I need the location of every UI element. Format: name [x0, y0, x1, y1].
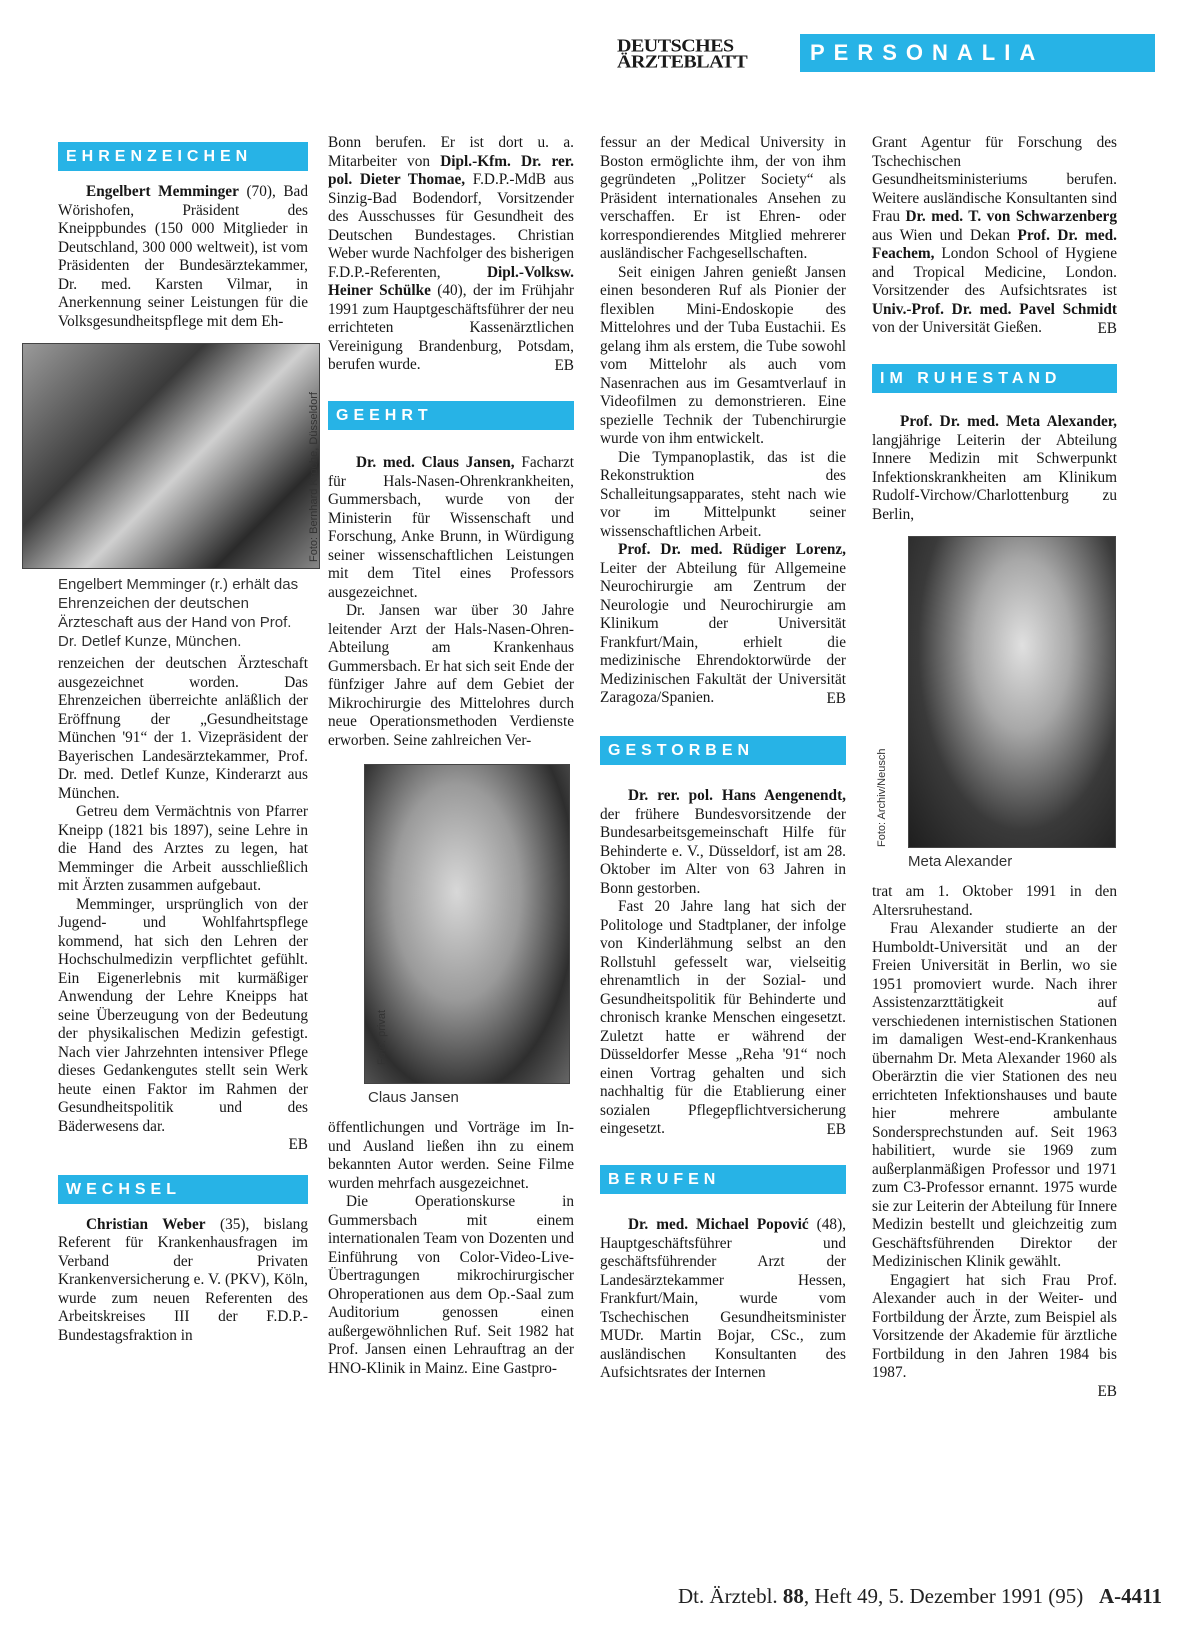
footer-issue: , Heft 49, 5. Dezember 1991 (95) [803, 1584, 1084, 1608]
column-3 [600, 134, 846, 1383]
footer-volume: 88 [782, 1584, 804, 1608]
photo-caption: Meta Alexander [908, 853, 1013, 870]
author-tag: EB [554, 356, 574, 374]
page-footer [632, 1584, 1162, 1609]
article-weber-cont: Bonn berufen. Er ist dort u. a. Mitarbeiter von Dipl.-Kfm. Dr. rer. pol. Dieter Thomae, F.D.P.-MdB aus Sinzig-Bad Bodendorf, Vorsitzender des Ausschusses für Gesundheit des Deutschen Bundestages. Christian Weber wurde Nachfolger des bisherigen F.D.P.-Referenten, Dipl.-Volksw. Heiner Schülke (40), der im Frühjahr 1991 zum Hauptgeschäftsführer der neu errichteten Kassenärztlichen Vereinigung Brandenburg, Potsdam, berufen wurde. [328, 134, 575, 373]
photo-credit: Foto: privat [376, 1009, 388, 1065]
article-memminger-intro: Engelbert Memminger (70), Bad Wörishofen, Präsident des Kneippbundes (150 000 Mitglieder in Deutschland, 300 000 weltweit), ist vom Präsidenten der Bundesärztekammer, Dr. med. Karsten Vilmar, in Anerkennung seiner Leistungen für die Volksgesundheitspflege mit dem Eh- [58, 183, 308, 330]
photo-alexander [876, 536, 1116, 848]
article-jansen-p2: Dr. Jansen war über 30 Jahre leitender Arzt der Hals-Nasen-Ohren-Abteilung am Krankenhaus Gummersbach. Er hat sich seit Ende der fünfziger Jahre auf dem Gebiet der Mikrochirurgie des Mittelohres durch neue Operationsmethoden Verdienste erworben. Seine zahlreichen Ver- [328, 602, 574, 749]
column-2 [328, 134, 574, 1378]
footer-journal: Dt. Ärztebl. [677, 1584, 778, 1608]
header-ehrenzeichen: EHRENZEICHEN [58, 142, 308, 171]
masthead-line1: DEUTSCHES [617, 36, 734, 56]
article-alexander-p4: Engagiert hat sich Frau Prof. Alexander auch in der Weiter- und Fortbildung der Ärzte, zum Beispiel als Vorsitzende der Akademie für ärztliche Fortbildung in den Jahren 1984 bis 1987. [872, 1271, 1117, 1381]
article-memminger-p4: Memminger, ursprünglich von der Jugend- und Wohlfahrtspflege kommend, hat sich den Lehren der Hochschulmedizin verpflichtet gefühlt. Ein Eigenerlebnis mit kurmäßiger Anwendung der Lehre Kneipps hat seine Überzeugung von der Bedeutung der physikalischen Medizin gefestigt. Nach vier Jahrzehnten intensiver Pflege dieses Gedankengutes stellt sein Werk heute einen Faktor im Rahmen der Gesundheitspolitik und des Bäderwesens dar. [58, 895, 308, 1135]
article-aengenendt-p2: Fast 20 Jahre lang hat sich der Politologe und Stadtplaner, der infolge von Kinderlähmung selbst an den Rollstuhl gefesselt war, vielseitig ehrenamtlich in der Sozial- und Gesundheitspolitik für Behinderte und chronisch kranke Menschen eingesetzt. Zuletzt hatte er während der Düsseldorfer Messe „Reha '91“ noch einen Vortrag gehalten und sich nachhaltig für die Etablierung einer sozialen Pflegepflichtversicherung eingesetzt. [600, 898, 846, 1137]
person-name: Dr. med. Michael Popović [628, 1216, 809, 1233]
photo-credit: Foto: Archiv/Neusch [876, 748, 888, 847]
person-name: Dr. med. Claus Jansen, [356, 454, 515, 471]
header-wechsel: WECHSEL [58, 1175, 308, 1204]
column-4 [872, 134, 1117, 1401]
article-jansen-intro: Dr. med. Claus Jansen, Facharzt für Hals-Nasen-Ohrenkrankheiten, Gummersbach, wurde von der Ministerin für Wissenschaft und Forschung, Anke Brunn, in Würdigung seiner wissenschaftlichen Leistungen mit dem Titel eines Professors ausgezeichnet. [328, 454, 574, 601]
author-tag: EB [1097, 319, 1117, 337]
article-popovic-cont: Grant Agentur für Forschung des Tschechischen Gesundheitsministeriums berufen. Weitere ausländische Konsultanten sind Frau Dr. med. T. von Schwarzenberg aus Wien und Dekan Prof. Dr. med. Feachem, London School of Hygiene and Tropical Medicine, London. Vorsitzender des Aufsichtsrates ist Univ.-Prof. Dr. med. Pavel Schmidt von der Universität Gießen. [872, 134, 1117, 336]
header-gestorben: GESTORBEN [600, 736, 846, 765]
header-geehrt: GEEHRT [328, 401, 574, 430]
article-jansen-p6: Seit einigen Jahren genießt Jansen einen besonderen Ruf als Pionier der flexiblen Mini-Endoskopie des Mittelohres und der Tuba Eustachii. Es gelang ihm als erstem, die Tube sowohl vom Mittelohr als auch vom Nasenrachen aus im Gesamtverlauf in Videofilmen zu demonstrieren. Eine spezielle Technik der Tubenchirurgie wurde von ihm entwickelt. [600, 263, 846, 447]
article-jansen-p7: Die Tympanoplastik, das ist die Rekonstruktion des Schalleitungsapparates, steht nach wie vor im Mittelpunkt seiner wissenschaftlichen Arbeit. [600, 448, 846, 540]
article-memminger-p2: renzeichen der deutschen Ärzteschaft ausgezeichnet worden. Das Ehrenzeichen überreichte anläßlich der Eröffnung der „Gesundheitstage München '91“ der 1. Vizepräsident der Bayerischen Landesärztekammer, Prof. Dr. med. Detlef Kunze, Kinderarzt aus München. [58, 655, 308, 802]
section-banner: PERSONALIA [800, 34, 1155, 72]
article-alexander-intro: Prof. Dr. med. Meta Alexander, langjährige Leiterin der Abteilung Innere Medizin mit Schwerpunkt Infektionskrankheiten am Klinikum Rudolf-Virchow/Charlottenburg zu Berlin, [872, 413, 1117, 523]
author-tag: EB [288, 1136, 308, 1153]
footer-page-number: A-4411 [1099, 1584, 1162, 1608]
article-memminger-p3: Getreu dem Vermächtnis von Pfarrer Kneipp (1821 bis 1897), seine Lehre in die Hand des Arztes zu legen, hat Memminger die Arbeit ausschließlich mit Ärzten zusammen aufgebaut. [58, 803, 308, 894]
column-1 [58, 142, 320, 1345]
photo-memminger [22, 343, 320, 569]
article-jansen-p3: öffentlichungen und Vorträge im In- und Ausland ließen ihn zu einem bekannten Autor werden. Seine Filme wurden mehrfach ausgezeichnet. [328, 1119, 574, 1192]
person-name: Prof. Dr. med. Rüdiger Lorenz, [618, 541, 846, 558]
article-jansen-p4: Die Operationskurse in Gummersbach mit einem internationalen Team von Dozenten und Einführung von Color-Video-Live-Übertragungen mikrochirurgischer Ohroperationen aus dem Op.-Saal zum Auditorium genossen einen außergewöhnlichen Ruf. Seit 1982 hat Prof. Jansen einen Lehrauftrag an der HNO-Klinik in Mainz. Eine Gastpro- [328, 1193, 574, 1377]
masthead [617, 38, 777, 70]
article-weber: Christian Weber (35), bislang Referent für Krankenhausfragen im Verband der Privaten Krankenversicherung e. V. (PKV), Köln, wurde zum neuen Referenten des Arbeitskreises III der F.D.P.-Bundestagsfraktion in [58, 1215, 308, 1344]
author-tag: EB [826, 1120, 846, 1138]
article-alexander-p3: Frau Alexander studierte an der Humboldt-Universität und an der Freien Universität in Berlin, wo sie 1951 promoviert wurde. Nach ihrer Assistenzarzttätigkeit auf verschiedenen internistischen Stationen im damaligen West-end-Krankenhaus übernahm Dr. Meta Alexander 1960 als Oberärztin die vier Stationen des neu errichteten Infektionshauses und baute hier mehrere ambulante Sondersprechstunden auf. Seit 1963 habilitiert, wurde sie 1969 zum außerplanmäßigen Professor und 1971 zum C3-Professor ernannt. 1975 wurde sie zur Leiterin der Abteilung für Innere Medizin bestellt und gleichzeitig zum Geschäftsführenden Direktor der Medizinischen Klinik gewählt. [872, 920, 1117, 1270]
photo-jansen [364, 764, 570, 1084]
header-berufen: BERUFEN [600, 1165, 846, 1194]
article-popovic: Dr. med. Michael Popović (48), Hauptgeschäftsführer und geschäftsführender Arzt der Landesärztekammer Hessen, Frankfurt/Main, wurde vom Tschechischen Gesundheitsminister MUDr. Martin Bojar, CSc., zum ausländischen Konsultanten des Aufsichtsrates der Internen [600, 1216, 846, 1381]
article-aengenendt: Dr. rer. pol. Hans Aengenendt, der frühere Bundesvorsitzende der Bundesarbeitsgemeinschaft Hilfe für Behinderte e. V., Düsseldorf, ist am 28. Oktober im Alter von 63 Jahren in Bonn gestorben. [600, 787, 846, 897]
photo-caption: Claus Jansen [368, 1089, 459, 1106]
person-name: Dr. rer. pol. Hans Aengenendt, [628, 787, 846, 804]
article-lorenz: Prof. Dr. med. Rüdiger Lorenz, Leiter der Abteilung für Allgemeine Neurochirurgie am Zentrum der Neurologie und Neurochirurgie am Klinikum der Universität Frankfurt/Main, erhielt die medizinische Ehrendoktorwürde der Medizinischen Fakultät der Universität Zaragoza/Spanien. [600, 541, 846, 706]
person-name: Christian Weber [86, 1215, 206, 1233]
person-name: Prof. Dr. med. Meta Alexander, [900, 413, 1117, 430]
person-name: Engelbert Memminger [86, 183, 239, 200]
photo-caption: Engelbert Memminger (r.) erhält das Ehrenzeichen der deutschen Ärzteschaft aus der Hand von Prof. Dr. Detlef Kunze, München. [58, 576, 299, 650]
photo-credit: Foto: Bernhard Kroche, Düsseldorf [308, 392, 320, 562]
header-im-ruhestand: IM RUHESTAND [872, 364, 1117, 393]
masthead-line2: ÄRZTEBLATT [617, 52, 748, 72]
author-tag: EB [1097, 1382, 1117, 1400]
article-jansen-p5: fessur an der Medical University in Boston ermöglichte ihm, der von ihm gegründeten „Politzer Society“ als Präsident internationales Ansehen zu verschaffen. Er ist Ehren- oder korrespondierendes Mitglied mehrerer ausländischer Fachgesellschaften. [600, 134, 846, 262]
article-alexander-p2: trat am 1. Oktober 1991 in den Altersruhestand. [872, 883, 1117, 919]
author-tag: EB [826, 689, 846, 707]
